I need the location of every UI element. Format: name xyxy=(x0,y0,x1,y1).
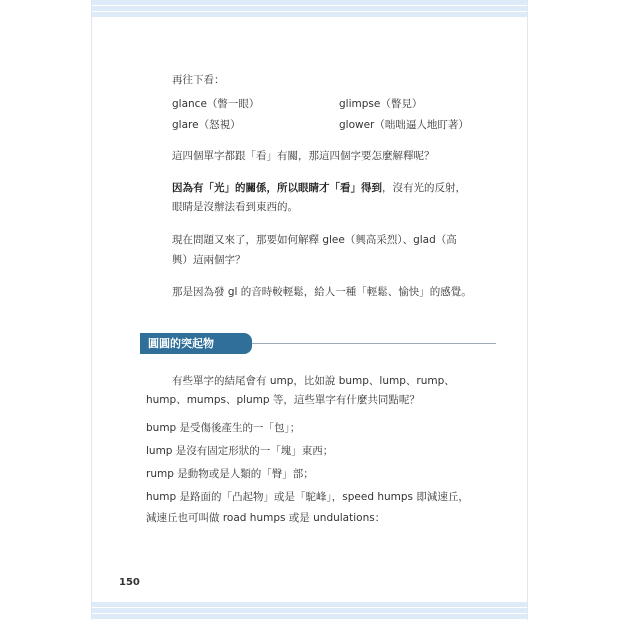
definition-hump: hump 是路面的「凸起物」或是「駝峰」，speed humps 即減速丘， xyxy=(146,491,469,503)
word-glance: glance（瞥一眼） xyxy=(172,98,260,110)
definition-bump: bump 是受傷後產生的一「包」； xyxy=(146,422,301,434)
paragraph-2-line-2: 眼睛是沒辦法看到東西的。 xyxy=(172,201,298,213)
word-glower: glower（咄咄逼人地盯著） xyxy=(339,119,469,131)
definition-lump: lump 是沒有固定形狀的一「塊」東西； xyxy=(146,445,334,457)
bottom-decorative-band xyxy=(92,602,527,620)
paragraph-1: 這四個單字都跟「看」有關，那這四個字要怎麼解釋呢？ xyxy=(172,150,435,162)
top-decorative-band xyxy=(92,0,527,18)
paragraph-2-line-1 xyxy=(172,181,466,195)
paragraph-2-bold: 因為有「光」的關係，所以眼睛才「看」得到 xyxy=(172,182,382,194)
paragraph-5-line-1: 有些單字的結尾會有 ump，比如說 bump、lump、rump、 xyxy=(172,375,455,387)
paragraph-3-line-2: 興）這兩個字？ xyxy=(172,254,246,266)
word-glare: glare（怒視） xyxy=(172,119,241,131)
definition-hump-continued: 減速丘也可叫做 road humps 或是 undulations： xyxy=(146,512,386,524)
page-number: 150 xyxy=(119,577,140,588)
intro-text: 再往下看： xyxy=(172,74,225,86)
word-glimpse: glimpse（瞥見） xyxy=(339,98,423,110)
paragraph-2-rest: ，沒有光的反射， xyxy=(382,182,466,194)
paragraph-5-line-2: hump、mumps、plump 等，這些單字有什麼共同點呢？ xyxy=(146,394,420,406)
paragraph-3-line-1: 現在問題又來了，那要如何解釋 glee（興高采烈）、glad（高 xyxy=(172,234,457,246)
section-title: 圓圓的突起物 xyxy=(140,333,252,354)
paragraph-4: 那是因為發 gl 的音時較輕鬆，給人一種「輕鬆、愉快」的感覺。 xyxy=(172,286,472,298)
definition-rump: rump 是動物或是人類的「臀」部； xyxy=(146,468,314,480)
book-page xyxy=(91,0,528,620)
